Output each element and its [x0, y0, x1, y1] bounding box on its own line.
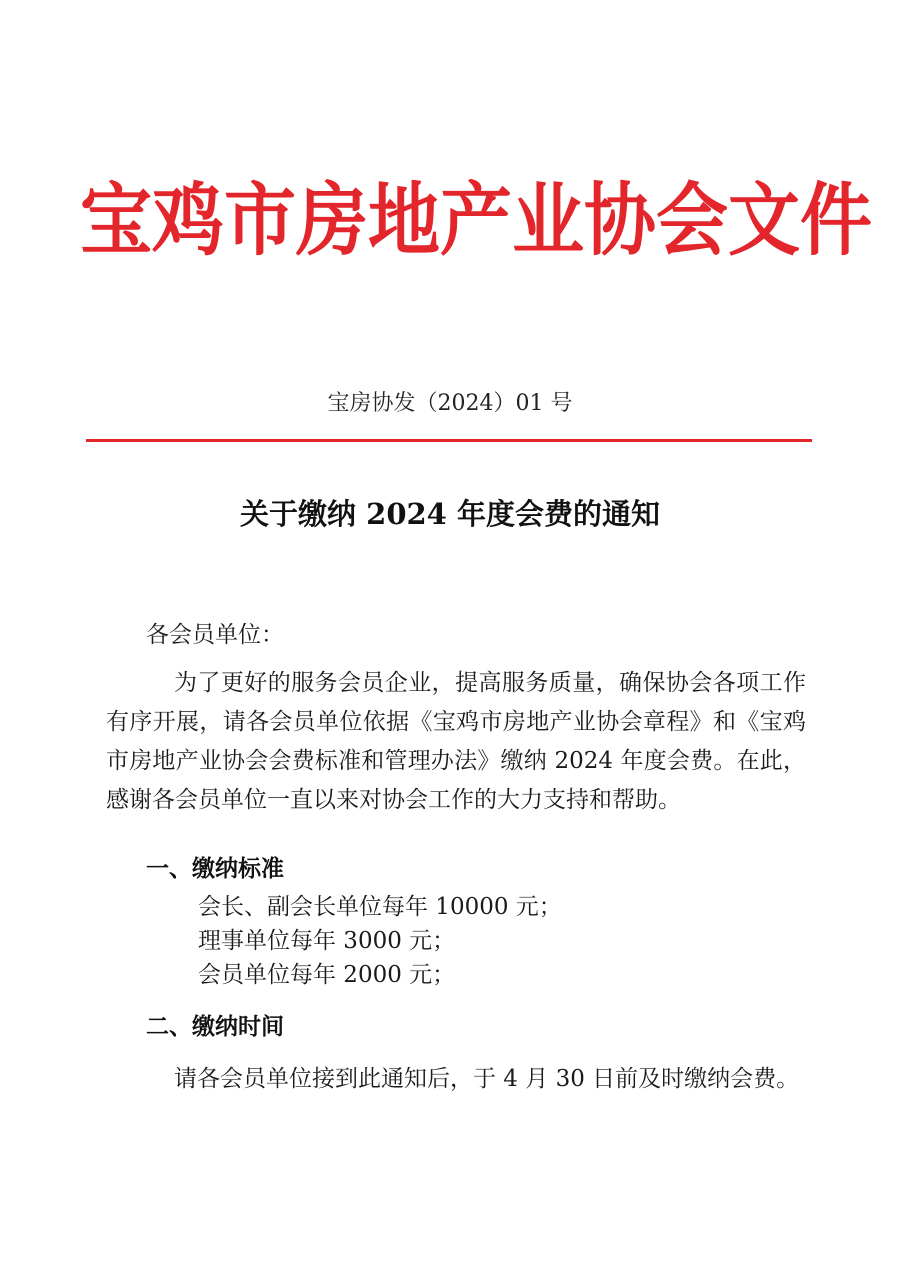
- section-heading-fee-standard: 一、缴纳标准: [146, 855, 284, 882]
- notice-title: 关于缴纳 2024 年度会费的通知: [240, 497, 660, 531]
- fee-standard-list: [198, 890, 562, 992]
- section-heading-payment-time: 二、缴纳时间: [146, 1013, 284, 1040]
- org-header-title: 宝鸡市房地产业协会文件: [80, 172, 873, 267]
- fee-item-president: 会长、副会长单位每年 10000 元；: [198, 894, 562, 920]
- fee-item-director: 理事单位每年 3000 元；: [198, 928, 456, 954]
- header-divider: [86, 439, 812, 442]
- intro-paragraph: 为了更好的服务会员企业，提高服务质量，确保协会各项工作有序开展，请各会员单位依据《宝鸡市房地产业协会章程》和《宝鸡市房地产业协会会费标准和管理办法》缴纳 2024 年度会费。在此，感谢各会员单位一直以来对协会工作的大力支持和帮助。: [106, 670, 806, 813]
- salutation: 各会员单位：: [146, 622, 284, 648]
- fee-item-member: 会员单位每年 2000 元；: [198, 962, 456, 988]
- payment-time-paragraph: 请各会员单位接到此通知后，于 4 月 30 日前及时缴纳会费。: [174, 1066, 800, 1092]
- document-number: 宝房协发（2024）01 号: [327, 391, 573, 416]
